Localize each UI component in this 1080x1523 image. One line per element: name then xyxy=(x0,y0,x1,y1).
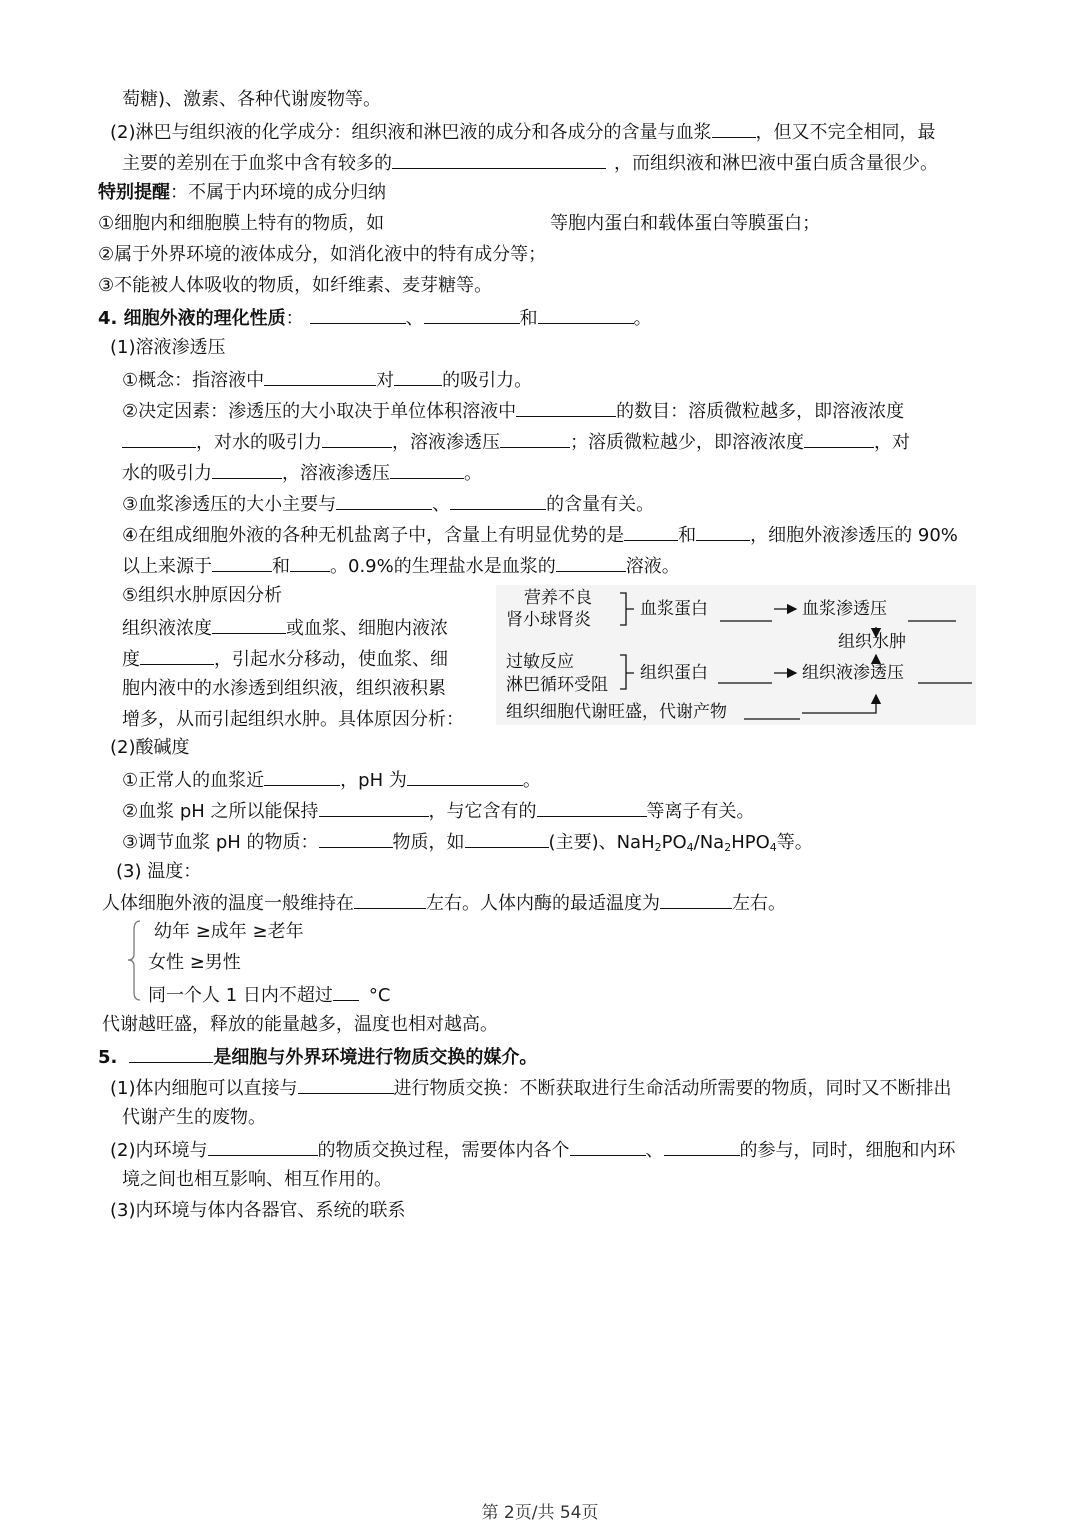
text: PO xyxy=(661,832,687,853)
text-line xyxy=(98,274,492,298)
text: 和 xyxy=(519,308,538,329)
text: ①细胞内和细胞膜上特有的物质，如 xyxy=(98,213,385,234)
fill-blank[interactable] xyxy=(140,646,214,665)
text: ，对 xyxy=(874,432,910,453)
fill-blank[interactable] xyxy=(570,1137,646,1156)
text: 代谢产生的废物。 xyxy=(122,1107,266,1128)
text: 同一个人 1 日内不超过 xyxy=(148,985,333,1006)
subscript: 2 xyxy=(724,841,732,854)
text: 代谢越旺盛，释放的能量越多，温度也相对越高。 xyxy=(102,1014,498,1035)
text: 等。 xyxy=(776,832,813,853)
text-line xyxy=(110,736,190,760)
text-line xyxy=(102,1013,498,1037)
text: 的含量有关。 xyxy=(546,494,655,515)
fill-blank[interactable] xyxy=(290,553,330,572)
text: ②属于外界环境的液体成分，如消化液中的特有成分等； xyxy=(98,244,547,265)
text-line xyxy=(122,584,282,608)
node-label: 组织蛋白 xyxy=(640,663,708,683)
text-line xyxy=(154,920,304,944)
fill-blank[interactable] xyxy=(696,522,750,541)
text-line xyxy=(102,890,786,916)
fill-blank[interactable] xyxy=(500,429,570,448)
text-line xyxy=(122,646,448,672)
text: ，对水的吸引力 xyxy=(196,432,322,453)
text: ，但又不完全相同，最 xyxy=(755,122,936,143)
cause-label: 组织细胞代谢旺盛，代谢产物 xyxy=(506,702,727,722)
fill-blank[interactable] xyxy=(392,150,606,169)
text: 度 xyxy=(122,649,140,670)
text: 的吸引力。 xyxy=(442,370,533,391)
text-line xyxy=(110,119,936,145)
subscript: 4 xyxy=(769,841,777,854)
brace-bottom xyxy=(620,655,634,689)
text-line xyxy=(98,243,546,267)
text: 。 xyxy=(522,770,541,791)
text: 进行物质交换：不断获取进行生命活动所需要的物质，同时又不断排出 xyxy=(393,1078,952,1099)
text: HPO xyxy=(731,832,770,853)
text: ④在组成细胞外液的各种无机盐离子中，含量上有明显优势的是 xyxy=(122,525,625,546)
text-line xyxy=(122,88,381,112)
text: 人体细胞外液的温度一般维持在 xyxy=(102,893,354,914)
text-line xyxy=(122,429,910,455)
text: 左右。人体内酶的最适温度为 xyxy=(426,893,660,914)
page-footer: 第 2页/共 54页 xyxy=(481,1503,599,1523)
fill-blank[interactable] xyxy=(537,798,647,817)
fill-blank[interactable] xyxy=(660,890,732,909)
text: 胞内液中的水渗透到组织液，组织液积累 xyxy=(122,678,446,699)
fill-blank[interactable] xyxy=(212,553,272,572)
fill-blank[interactable] xyxy=(319,798,429,817)
text-line xyxy=(122,829,813,860)
text: ①概念：指溶液中 xyxy=(122,370,265,391)
fill-blank[interactable] xyxy=(310,305,406,324)
text: (主要)、NaH xyxy=(548,832,655,853)
text: 、 xyxy=(405,308,424,329)
text: 和 xyxy=(272,556,290,577)
text: (1)体内细胞可以直接与 xyxy=(110,1078,298,1099)
text-line xyxy=(122,460,482,486)
fill-blank[interactable] xyxy=(208,1137,318,1156)
fill-blank[interactable] xyxy=(424,305,520,324)
text: ②决定因素：渗透压的大小取决于单位体积溶液中 xyxy=(122,401,517,422)
text: (1)溶液渗透压 xyxy=(110,337,226,358)
text: 等离子有关。 xyxy=(646,801,755,822)
fill-blank[interactable] xyxy=(336,491,432,510)
cause-label: 营养不良 xyxy=(524,588,592,608)
text-line xyxy=(122,767,541,793)
fill-blank[interactable] xyxy=(407,767,523,786)
subscript: 2 xyxy=(654,841,662,854)
text-line xyxy=(122,1168,392,1192)
text: 增多，从而引起组织水肿。具体原因分析： xyxy=(122,709,464,730)
text-line xyxy=(122,1106,266,1130)
cause-label: 淋巴循环受阻 xyxy=(506,675,608,695)
text: 物质，如 xyxy=(392,832,465,853)
fill-blank[interactable] xyxy=(394,367,442,386)
text: ，溶液渗透压 xyxy=(392,432,500,453)
fill-blank[interactable] xyxy=(804,429,874,448)
text-line xyxy=(122,677,446,701)
text: 或血浆、细胞内液浓 xyxy=(286,618,448,639)
text: °C xyxy=(368,985,391,1006)
edema-diagram xyxy=(496,585,976,725)
text: 和 xyxy=(678,525,697,546)
fill-blank[interactable] xyxy=(264,367,376,386)
text-line xyxy=(122,798,755,824)
text: ③不能被人体吸收的物质，如纤维素、麦芽糖等。 xyxy=(98,275,493,296)
text-line xyxy=(98,212,820,236)
section-5-title xyxy=(98,1044,537,1070)
text: 的物质交换过程，需要体内各个 xyxy=(317,1140,570,1161)
text: ；溶质微粒越少，即溶液浓度 xyxy=(570,432,804,453)
fill-blank[interactable] xyxy=(556,553,626,572)
text: 左右。 xyxy=(732,893,786,914)
text-line xyxy=(116,860,201,884)
text: 、 xyxy=(432,494,451,515)
text: (2)内环境与 xyxy=(110,1140,208,1161)
text: 、 xyxy=(645,1140,664,1161)
text-line xyxy=(122,491,654,517)
text: 的数目：溶质微粒越多，即溶液浓度 xyxy=(616,401,905,422)
node-label: 血浆蛋白 xyxy=(640,599,708,619)
text: ： xyxy=(285,308,304,329)
text-line xyxy=(148,951,241,975)
cause-label: 过敏反应 xyxy=(506,652,574,672)
text-line xyxy=(122,398,904,424)
tip-heading xyxy=(98,181,386,205)
text: ①正常人的血浆近 xyxy=(122,770,265,791)
text: (2)酸碱度 xyxy=(110,737,190,758)
text: ，pH 为 xyxy=(340,770,407,791)
text-line xyxy=(122,615,448,641)
fill-blank[interactable] xyxy=(450,491,546,510)
text: 萄糖)、激素、各种代谢废物等。 xyxy=(122,89,382,110)
brace-top xyxy=(620,593,634,625)
node-label: 组织液渗透压 xyxy=(802,663,904,683)
text-line xyxy=(122,708,464,732)
text: 。0.9%的生理盐水是血浆的 xyxy=(330,556,556,577)
text-line xyxy=(110,1199,406,1223)
text: 对 xyxy=(376,370,395,391)
fill-blank[interactable] xyxy=(664,1137,740,1156)
fill-blank[interactable] xyxy=(465,829,549,848)
cause-label: 肾小球肾炎 xyxy=(506,610,591,630)
text: (3)内环境与体内各器官、系统的联系 xyxy=(110,1200,406,1221)
text-line xyxy=(122,522,958,548)
text-line xyxy=(122,150,938,176)
fill-blank[interactable] xyxy=(298,1075,394,1094)
text: 组织液浓度 xyxy=(122,618,212,639)
text: 的参与，同时，细胞和内环 xyxy=(739,1140,956,1161)
text: ③血浆渗透压的大小主要与 xyxy=(122,494,337,515)
text: 。 xyxy=(633,308,652,329)
fill-blank[interactable] xyxy=(129,1044,213,1063)
section-4-title xyxy=(98,305,652,331)
result-label: 组织水肿 xyxy=(838,632,906,652)
text-line xyxy=(122,553,680,579)
text: 以上来源于 xyxy=(122,556,212,577)
text: 溶液。 xyxy=(625,556,680,577)
text: ⑤组织水肿原因分析 xyxy=(122,585,283,606)
text: /Na xyxy=(693,832,725,853)
fill-blank[interactable] xyxy=(390,460,464,479)
text-line xyxy=(148,982,390,1008)
text: 幼年 ≥成年 ≥老年 xyxy=(154,921,304,942)
fill-blank[interactable] xyxy=(516,398,616,417)
text: 主要的差别在于血浆中含有较多的 xyxy=(122,153,392,174)
fill-blank[interactable] xyxy=(712,119,756,138)
text: 等胞内蛋白和载体蛋白等膜蛋白； xyxy=(550,213,821,234)
text: ②血浆 pH 之所以能保持 xyxy=(122,801,319,822)
text-line xyxy=(122,367,532,393)
text-line xyxy=(110,1075,952,1101)
text: ③调节血浆 pH 的物质： xyxy=(122,832,319,853)
text: ，细胞外液渗透压的 90% xyxy=(750,525,958,546)
text: ，引起水分移动，使血浆、细 xyxy=(214,649,448,670)
text: ，而组织液和淋巴液中蛋白质含量很少。 xyxy=(614,153,938,174)
fill-blank[interactable] xyxy=(122,429,196,448)
arrow-up-elbow xyxy=(802,695,876,713)
section-heading: 4. 细胞外液的理化性质 xyxy=(98,308,286,329)
text: 境之间也相互影响、相互作用的。 xyxy=(122,1169,392,1190)
text: (2)淋巴与组织液的化学成分：组织液和淋巴液的成分和各成分的含量与血浆 xyxy=(110,122,712,143)
fill-blank[interactable] xyxy=(538,305,634,324)
subscript: 4 xyxy=(686,841,694,854)
fill-blank[interactable] xyxy=(333,982,359,1001)
section-number: 5. xyxy=(98,1047,118,1068)
tip-label: 特别提醒 xyxy=(98,182,170,203)
text-line xyxy=(110,336,226,360)
text: 水的吸引力 xyxy=(122,463,212,484)
text-line xyxy=(110,1137,956,1163)
fill-blank[interactable] xyxy=(322,429,392,448)
fill-blank[interactable] xyxy=(624,522,678,541)
text: 。 xyxy=(464,463,482,484)
fill-blank[interactable] xyxy=(212,615,286,634)
text: ，溶液渗透压 xyxy=(282,463,390,484)
text: ，与它含有的 xyxy=(428,801,537,822)
section-heading: 是细胞与外界环境进行物质交换的媒介。 xyxy=(213,1047,538,1068)
text: (3) 温度： xyxy=(116,861,202,882)
text: ：不属于内环境的成分归纳 xyxy=(170,182,386,203)
fill-blank[interactable] xyxy=(319,829,393,848)
temperature-bracket xyxy=(126,918,148,1002)
fill-blank[interactable] xyxy=(212,460,282,479)
fill-blank[interactable] xyxy=(264,767,340,786)
node-label: 血浆渗透压 xyxy=(802,599,887,619)
fill-blank[interactable] xyxy=(354,890,426,909)
text: 女性 ≥男性 xyxy=(148,952,241,973)
